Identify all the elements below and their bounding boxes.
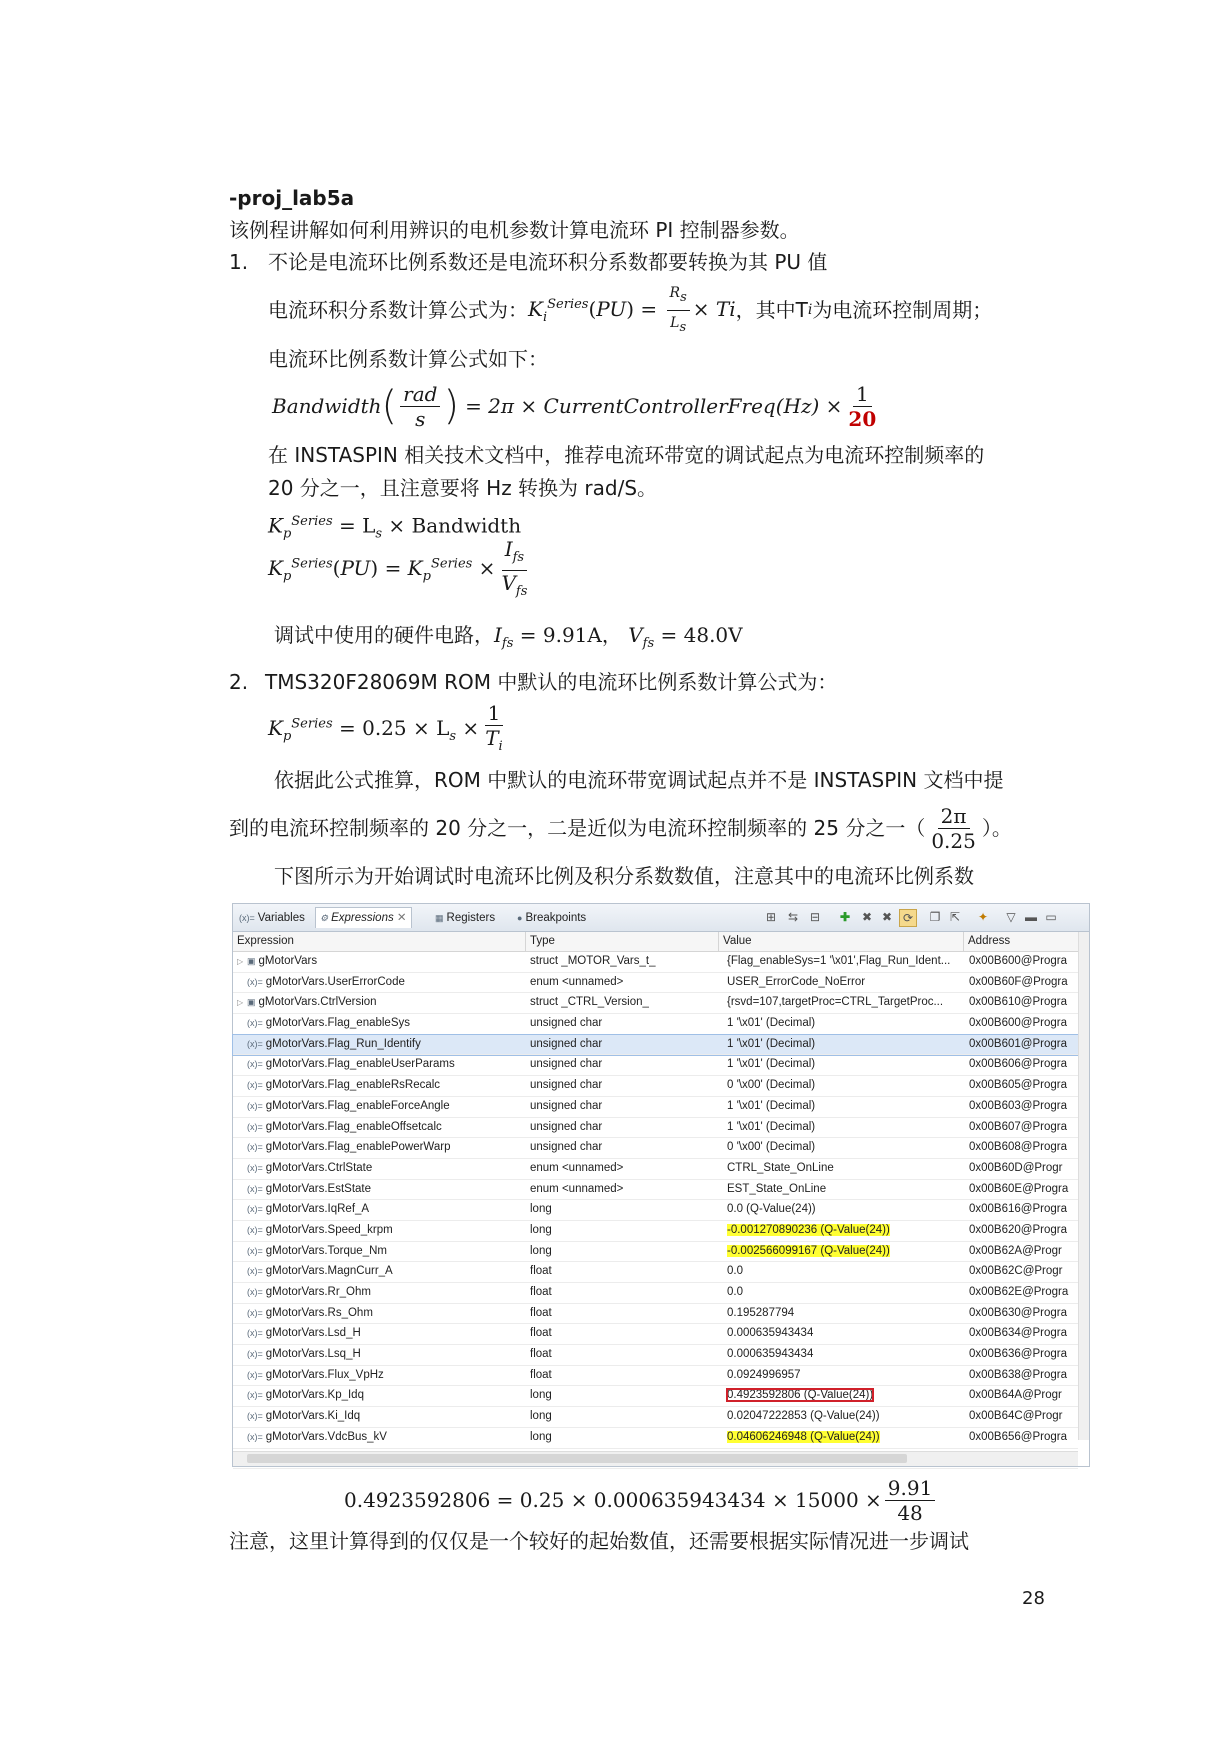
variable-icon: (x)= <box>247 1224 263 1235</box>
row-address: 0x00B606@Progra <box>969 1058 1067 1071</box>
row-value[interactable]: 0.0 (Q-Value(24)) <box>727 1203 816 1216</box>
col-value[interactable]: Value <box>719 932 964 951</box>
row-type: unsigned char <box>530 1099 603 1112</box>
row-type: float <box>530 1348 552 1361</box>
row-type: struct _MOTOR_Vars_t_ <box>530 955 656 967</box>
hw-text: 调试中使用的硬件电路， <box>274 623 494 647</box>
bw-frac-den: 20 <box>848 406 877 431</box>
variable-icon: (x)= <box>247 1328 263 1339</box>
table-row[interactable] <box>233 1035 1078 1056</box>
item-2-text: TMS320F28069M ROM 中默认的电流环比例系数计算公式为： <box>265 670 838 694</box>
row-expression: (x)= gMotorVars.Lsd_H <box>237 1324 500 1344</box>
intro-text: 该例程讲解如何利用辨识的电机参数计算电流环 PI 控制器参数。 <box>229 218 800 242</box>
row-expression: (x)= gMotorVars.Speed_krpm <box>237 1221 500 1241</box>
struct-icon: ▣ <box>247 956 256 966</box>
row-type: long <box>530 1244 552 1257</box>
toolbar-icon-1[interactable]: ⊞ <box>765 910 777 924</box>
new-window-icon[interactable]: ❐ <box>929 910 941 924</box>
kp-pu-eq: $K_p^{Series}(PU) = K_p^{Series}$ × $\frac{I_{fs}}{V_{fs}}$ <box>268 536 528 599</box>
row-address: 0x00B62A@Progr <box>969 1244 1062 1257</box>
row-address: 0x00B64A@Progr <box>969 1389 1062 1402</box>
expand-arrow-icon: ▷ <box>237 998 244 1008</box>
variable-icon: (x)= <box>247 1287 263 1297</box>
variable-icon: (x)= <box>247 1018 263 1029</box>
row-address: 0x00B656@Progra <box>969 1430 1067 1443</box>
row-type: unsigned char <box>530 1017 603 1030</box>
row-type: unsigned char <box>530 1079 603 1092</box>
sync-icon[interactable]: ✦ <box>977 910 989 924</box>
row-expression: (x)= gMotorVars.Flag_enableUserParams <box>237 1055 500 1075</box>
variable-icon: (x)= <box>247 1059 263 1070</box>
row-address: 0x00B638@Progra <box>969 1368 1067 1381</box>
note-text: 注意，这里计算得到的仅仅是一个较好的起始数值，还需要根据实际情况进一步调试 <box>229 1529 969 1553</box>
bw-rad: rad <box>400 382 440 407</box>
row-value[interactable]: 1 '\x01' (Decimal) <box>727 1017 816 1030</box>
col-type[interactable]: Type <box>526 932 719 951</box>
variable-icon: (x)= <box>247 1038 263 1049</box>
row-type: struct _CTRL_Version_ <box>530 996 649 1009</box>
table-row[interactable] <box>233 1221 1078 1242</box>
variable-icon: (x)= <box>247 1204 263 1215</box>
row-type: float <box>530 1286 552 1298</box>
ki-formula-line <box>268 284 993 335</box>
table-row[interactable] <box>233 973 1078 994</box>
row-type: enum <unnamed> <box>530 1161 624 1174</box>
table-row[interactable] <box>233 1242 1078 1263</box>
row-type: enum <unnamed> <box>530 1182 624 1195</box>
collapse-icon[interactable]: ⊟ <box>809 910 821 924</box>
panel-tab-bar <box>233 904 1089 932</box>
row-expression: (x)= gMotorVars.Ki_Idq <box>237 1407 500 1427</box>
variable-icon: (x)= <box>247 1390 263 1401</box>
row-expression: (x)= gMotorVars.Flag_enableRsRecalc <box>237 1076 500 1096</box>
row-address: 0x00B636@Progra <box>969 1348 1067 1361</box>
row-value[interactable]: 0 '\x00' (Decimal) <box>727 1079 816 1092</box>
row-expression: (x)= gMotorVars.IqRef_A <box>237 1200 500 1220</box>
row-value[interactable]: {rsvd=107,targetProc=CTRL_TargetProc... <box>727 996 944 1009</box>
row-expression: (x)= gMotorVars.Rs_Ohm <box>237 1304 500 1324</box>
tab-registers[interactable]: ▦ Registers <box>435 912 496 924</box>
table-row[interactable] <box>233 1097 1078 1118</box>
row-address: 0x00B603@Progra <box>969 1099 1067 1112</box>
variable-icon: (x)= <box>247 1411 263 1422</box>
row-expression: (x)= gMotorVars.EstState <box>237 1180 500 1200</box>
row-type: long <box>530 1203 552 1216</box>
row-type: enum <unnamed> <box>530 975 624 988</box>
table-row[interactable] <box>233 1262 1078 1283</box>
row-value[interactable]: 0.04606246948 (Q-Value(24)) <box>727 1430 880 1443</box>
variable-icon: (x)= <box>247 1162 263 1173</box>
para-rom-1: 依据此公式推算，ROM 中默认的电流环带宽调试起点并不是 INSTASPIN 文档中提 <box>274 768 1004 792</box>
final-equation: 0.4923592806 = 0.25 × 0.000635943434 × 15000 × $\frac{9.91}{48}$ <box>344 1470 938 1530</box>
bw-lhs: Bandwidth <box>272 394 382 418</box>
row-expression: (x)= gMotorVars.UserErrorCode <box>237 973 500 993</box>
row-expression: (x)= gMotorVars.Torque_Nm <box>237 1242 500 1262</box>
variable-icon: (x)= <box>247 1142 263 1153</box>
row-type: float <box>530 1368 552 1381</box>
kp-series-eq: $K_p^{Series} = L_s$ × Bandwidth <box>268 513 522 542</box>
row-value[interactable]: CTRL_State_OnLine <box>727 1161 834 1174</box>
tab-variables[interactable]: (x)= Variables <box>239 912 305 924</box>
view-menu-icon[interactable]: ▽ <box>1006 910 1016 924</box>
row-value[interactable]: 0.000635943434 <box>727 1348 814 1361</box>
row-value[interactable]: 0 '\x00' (Decimal) <box>727 1141 816 1154</box>
row-type: unsigned char <box>530 1037 603 1050</box>
row-address: 0x00B634@Progra <box>969 1327 1067 1340</box>
row-value[interactable]: 1 '\x01' (Decimal) <box>727 1037 816 1050</box>
table-row[interactable] <box>233 1014 1078 1035</box>
para-instaspin-2: 20 分之一，且注意要将 Hz 转换为 rad/S。 <box>268 476 658 500</box>
row-address: 0x00B62E@Progra <box>969 1286 1069 1298</box>
table-row[interactable] <box>233 1076 1078 1097</box>
row-value[interactable]: 1 '\x01' (Decimal) <box>727 1120 816 1133</box>
row-expression: ▷ ▣ gMotorVars <box>237 952 500 972</box>
variable-icon: (x)= <box>247 1369 263 1380</box>
scroll-thumb[interactable] <box>247 1454 907 1463</box>
item-1-number: 1. <box>229 250 249 274</box>
row-expression: (x)= gMotorVars.Flag_enableForceAngle <box>237 1097 500 1117</box>
row-value[interactable]: {Flag_enableSys=1 '\x01',Flag_Run_Ident... <box>727 955 951 967</box>
table-row[interactable] <box>233 1366 1078 1387</box>
variable-icon: (x)= <box>247 1431 263 1442</box>
struct-icon: ▣ <box>247 997 256 1008</box>
table-row[interactable] <box>233 1180 1078 1201</box>
row-type: unsigned char <box>530 1120 603 1133</box>
expressions-panel <box>232 903 1090 1467</box>
close-icon: ✕ <box>396 912 407 924</box>
toolbar-icon-2[interactable]: ⇆ <box>787 910 799 924</box>
ki-note-sub: i <box>807 302 813 318</box>
row-expression: (x)= gMotorVars.VdcBus_kV <box>237 1428 500 1448</box>
table-row[interactable] <box>233 1407 1078 1428</box>
rom-kp-eq: $K_p^{Series} = 0.25 \times L_s$ × $\frac{1}{T_i}$ <box>268 701 503 754</box>
row-expression: (x)= gMotorVars.Flag_Run_Identify <box>237 1035 500 1055</box>
row-expression: (x)= gMotorVars.Flag_enablePowerWarp <box>237 1138 500 1158</box>
variable-icon: (x)= <box>247 1245 263 1256</box>
para-rom-2: 到的电流环控制频率的 20 分之一，二是近似为电流环控制频率的 25 分之一（ $\frac{2\pi}{0.25}$ ）。 <box>229 803 1012 853</box>
table-row[interactable] <box>233 1200 1078 1221</box>
item-2-number: 2. <box>229 670 249 694</box>
vfs-value: = 48.0V <box>660 623 743 647</box>
row-value[interactable]: 1 '\x01' (Decimal) <box>727 1099 816 1112</box>
variable-icon: (x)= <box>247 1100 263 1111</box>
bw-s: s <box>415 406 426 431</box>
row-value[interactable]: 0.0 <box>727 1265 743 1278</box>
row-address: 0x00B600@Progra <box>969 1017 1067 1030</box>
row-type: unsigned char <box>530 1141 603 1154</box>
row-address: 0x00B610@Progra <box>969 996 1067 1009</box>
row-expression: (x)= gMotorVars.Kp_Idq <box>237 1386 500 1406</box>
row-address: 0x00B630@Progra <box>969 1306 1067 1319</box>
row-address: 0x00B600@Progra <box>969 955 1067 967</box>
table-row[interactable] <box>233 1055 1078 1076</box>
table-row[interactable] <box>233 1118 1078 1139</box>
row-expression: (x)= gMotorVars.Flag_enableOffsetcalc <box>237 1118 500 1138</box>
row-expression: (x)= gMotorVars.Flux_VpHz <box>237 1366 500 1386</box>
row-type: float <box>530 1327 552 1340</box>
variable-icon: (x)= <box>247 1266 263 1277</box>
row-value[interactable]: -0.002566099167 (Q-Value(24)) <box>727 1244 890 1257</box>
row-value[interactable]: 0.0 <box>727 1286 743 1298</box>
table-row[interactable] <box>233 1138 1078 1159</box>
row-expression: (x)= gMotorVars.Rr_Ohm <box>237 1283 500 1303</box>
ki-formula: $K_i^{Series}(PU)$ = $\frac{R_s}{L_s}$ × Ti <box>528 281 736 340</box>
ifs-value: = 9.91A， <box>519 623 622 647</box>
bw-frac-num: 1 <box>853 382 872 407</box>
expression-rows <box>233 952 1078 1469</box>
remove-icon[interactable]: ✖ <box>861 910 873 924</box>
variable-icon: (x)= <box>247 1121 263 1132</box>
tab-expressions[interactable]: ⚙ Expressions ✕ <box>315 907 412 928</box>
table-row[interactable] <box>233 1428 1078 1449</box>
maximize-icon[interactable]: ▭ <box>1045 910 1057 924</box>
table-row[interactable] <box>233 1159 1078 1180</box>
expand-arrow-icon: ▷ <box>237 957 244 966</box>
table-row[interactable] <box>233 1283 1078 1304</box>
row-value[interactable]: 0.000635943434 <box>727 1327 814 1340</box>
row-address: 0x00B601@Progra <box>969 1037 1067 1050</box>
table-header <box>233 932 1078 952</box>
row-address: 0x00B608@Progra <box>969 1141 1067 1154</box>
bandwidth-formula: Bandwidth ( $\frac{\text{rad}}{s}$ ) = 2π × CurrentControllerFreq(Hz) × $\frac{1}{20}$ <box>272 378 882 434</box>
row-expression: (x)= gMotorVars.CtrlState <box>237 1159 500 1179</box>
table-row[interactable] <box>233 1304 1078 1325</box>
row-address: 0x00B616@Progra <box>969 1203 1067 1216</box>
row-expression: ▷ ▣ gMotorVars.CtrlVersion <box>237 993 500 1013</box>
row-value[interactable]: 0.4923592806 (Q-Value(24)) <box>727 1389 874 1402</box>
row-address: 0x00B605@Progra <box>969 1079 1067 1092</box>
row-value[interactable]: 0.195287794 <box>727 1306 795 1319</box>
variable-icon: (x)= <box>247 1349 263 1360</box>
para-rom-3: 下图所示为开始调试时电流环比例及积分系数数值，注意其中的电流环比例系数 <box>274 864 974 888</box>
row-expression: (x)= gMotorVars.Lsq_H <box>237 1345 500 1365</box>
tab-breakpoints[interactable]: ● Breakpoints <box>517 912 587 924</box>
export-icon[interactable]: ⇱ <box>949 910 961 924</box>
para-instaspin-1: 在 INSTASPIN 相关技术文档中，推荐电流环带宽的调试起点为电流环控制频率的 <box>268 443 985 467</box>
page-number: 28 <box>1022 1588 1045 1609</box>
refresh-icon[interactable]: ⟳ <box>899 909 917 927</box>
row-address: 0x00B607@Progra <box>969 1120 1067 1133</box>
col-address[interactable]: Address <box>968 935 1011 947</box>
add-icon[interactable]: ✚ <box>839 910 851 924</box>
row-value[interactable]: 1 '\x01' (Decimal) <box>727 1058 816 1071</box>
row-value[interactable]: -0.001270890236 (Q-Value(24)) <box>727 1223 890 1236</box>
variable-icon: (x)= <box>247 1183 263 1194</box>
row-expression: (x)= gMotorVars.Flag_enableSys <box>237 1014 500 1034</box>
row-type: unsigned char <box>530 1058 603 1071</box>
table-row[interactable] <box>233 993 1078 1014</box>
variable-icon: (x)= <box>247 1307 263 1318</box>
row-address: 0x00B62C@Progr <box>969 1265 1063 1278</box>
horizontal-scrollbar[interactable] <box>233 1451 1078 1466</box>
row-value[interactable]: 0.0924996957 <box>727 1368 801 1381</box>
remove-all-icon[interactable]: ✖ <box>881 910 893 924</box>
table-row[interactable] <box>233 1345 1078 1366</box>
vertical-scrollbar[interactable] <box>1078 932 1089 1440</box>
table-row[interactable] <box>233 952 1078 973</box>
kp-label: 电流环比例系数计算公式如下： <box>268 347 548 371</box>
bw-rhs: = 2π × CurrentControllerFreq(Hz) × <box>465 394 843 418</box>
row-value[interactable]: EST_State_OnLine <box>727 1182 827 1195</box>
hw-line: 调试中使用的硬件电路， $I_{fs} = 9.91A$， $V_{fs} = 48.0V$ <box>274 623 743 651</box>
row-expression: (x)= gMotorVars.MagnCurr_A <box>237 1262 500 1282</box>
row-type: float <box>530 1306 552 1319</box>
section-heading: -proj_lab5a <box>229 186 355 210</box>
row-value[interactable]: 0.02047222853 (Q-Value(24)) <box>727 1410 880 1423</box>
row-address: 0x00B620@Progra <box>969 1223 1067 1236</box>
ki-note: ，其中T <box>735 298 808 322</box>
variable-icon: (x)= <box>247 1080 263 1091</box>
row-type: long <box>530 1223 552 1236</box>
table-row[interactable] <box>233 1324 1078 1345</box>
row-address: 0x00B60F@Progra <box>969 975 1068 988</box>
variable-icon: (x)= <box>247 976 263 987</box>
row-address: 0x00B64C@Progr <box>969 1410 1063 1423</box>
row-type: long <box>530 1410 552 1423</box>
col-expression[interactable]: Expression <box>233 932 526 951</box>
ki-note-2: 为电流环控制周期； <box>812 298 993 322</box>
minimize-icon[interactable]: ▬ <box>1025 910 1037 924</box>
row-value[interactable]: USER_ErrorCode_NoError <box>727 975 866 988</box>
row-type: long <box>530 1389 552 1402</box>
row-type: float <box>530 1265 552 1278</box>
row-address: 0x00B60E@Progra <box>969 1182 1069 1195</box>
row-type: long <box>530 1430 552 1443</box>
table-row[interactable] <box>233 1386 1078 1407</box>
item-1-text: 不论是电流环比例系数还是电流环积分系数都要转换为其 PU 值 <box>268 250 828 274</box>
row-address: 0x00B60D@Progr <box>969 1161 1063 1174</box>
ki-label: 电流环积分系数计算公式为： <box>268 298 528 322</box>
